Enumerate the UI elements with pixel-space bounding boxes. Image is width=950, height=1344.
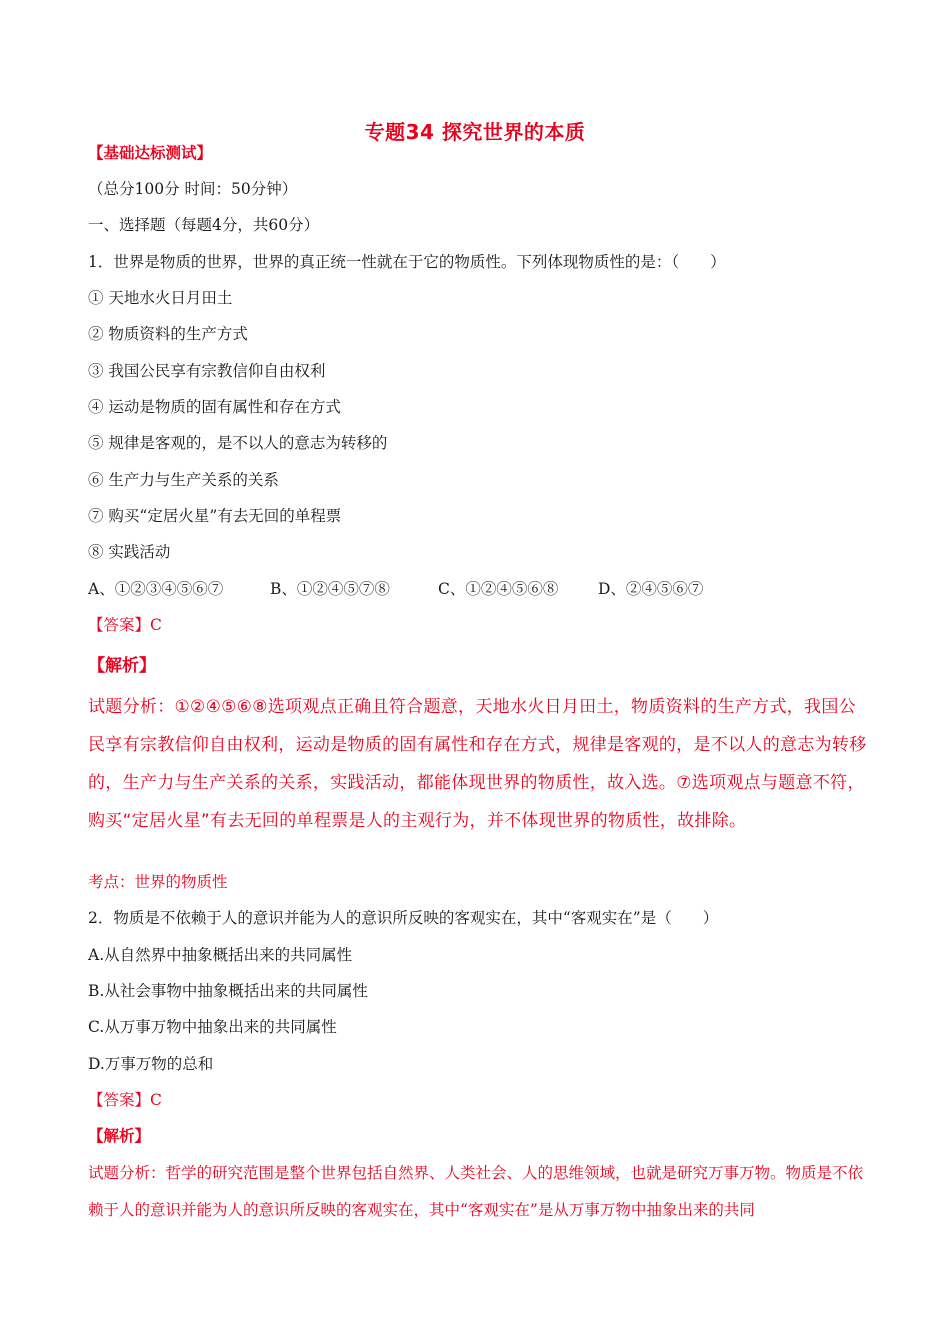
question-2-analysis-heading: 【解析】 (88, 1126, 151, 1145)
page-title: 专题34 探究世界的本质 (364, 120, 586, 144)
question-2-answer: 【答案】C (88, 1091, 162, 1109)
question-1-analysis-heading: 【解析】 (88, 656, 156, 676)
question-1-item: ④ 运动是物质的固有属性和存在方式 (88, 398, 341, 416)
question-1-item: ② 物质资料的生产方式 (88, 325, 248, 343)
question-1-answer: 【答案】C (88, 616, 162, 634)
exam-meta: （总分100分 时间：50分钟） (88, 180, 298, 198)
question-1-item: ⑥ 生产力与生产关系的关系 (88, 471, 279, 489)
question-1-kaodian: 考点：世界的物质性 (88, 873, 228, 891)
option-c: C、①②④⑤⑥⑧ (438, 580, 559, 598)
section-tag: 【基础达标测试】 (88, 143, 213, 162)
question-1-item: ① 天地水火日月田土 (88, 289, 233, 307)
question-2-option-d: D.万事万物的总和 (88, 1055, 214, 1073)
question-2-option-c: C.从万事万物中抽象出来的共同属性 (88, 1018, 337, 1036)
part-heading: 一、选择题（每题4分，共60分） (88, 216, 320, 234)
question-1-item: ⑦ 购买“定居火星”有去无回的单程票 (88, 507, 342, 525)
question-1-analysis: 试题分析：①②④⑤⑥⑧选项观点正确且符合题意，天地水火日月田土，物质资料的生产方式，我国公民享有宗教信仰自由权利，运动是物质的固有属性和存在方式，规律是客观的，是不以人的意志为转移的，生产力与生产关系的关系，实践活动，都能体现世界的物质性，故入选。⑦选项观点与题意不符，购买“定居火星”有去无回的单程票是人的主观行为，并不体现世界的物质性，故排除。 (88, 697, 867, 831)
question-1-item: ③ 我国公民享有宗教信仰自由权利 (88, 362, 326, 380)
question-2-option-b: B.从社会事物中抽象概括出来的共同属性 (88, 982, 368, 1000)
question-1-item: ⑧ 实践活动 (88, 543, 171, 561)
question-2-analysis: 试题分析：哲学的研究范围是整个世界包括自然界、人类社会、人的思维领域，也就是研究万事万物。物质是不依赖于人的意识并能为人的意识所反映的客观实在，其中“客观实在”是从万事万物中抽象出来的共同 (88, 1164, 864, 1219)
question-2-stem: 2．物质是不依赖于人的意识并能为人的意识所反映的客观实在，其中“客观实在”是（ ） (88, 909, 719, 927)
option-d: D、②④⑤⑥⑦ (598, 580, 704, 598)
question-1-options (88, 579, 703, 599)
question-1-stem: 1．世界是物质的世界，世界的真正统一性就在于它的物质性。下列体现物质性的是：（ ） (88, 253, 726, 271)
question-2-option-a: A.从自然界中抽象概括出来的共同属性 (88, 946, 353, 964)
question-1-item: ⑤ 规律是客观的，是不以人的意志为转移的 (88, 434, 388, 452)
option-b: B、①②④⑤⑦⑧ (270, 580, 390, 598)
option-a: A、①②③④⑤⑥⑦ (88, 580, 224, 598)
